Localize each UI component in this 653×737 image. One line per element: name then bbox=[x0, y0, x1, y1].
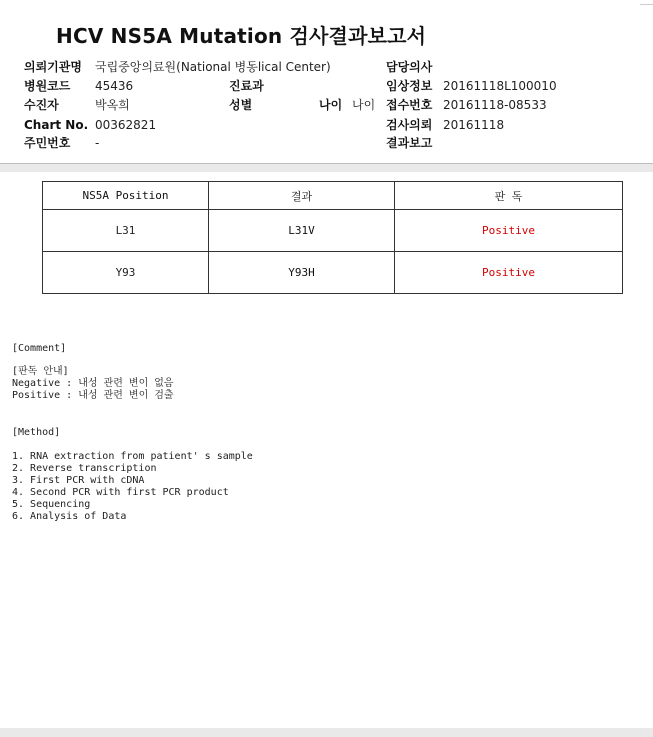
report-header bbox=[0, 0, 653, 164]
table-row bbox=[43, 252, 623, 294]
guide-heading: [판독 안내] bbox=[12, 366, 69, 377]
report-title: HCV NS5A Mutation 검사결과보고서 bbox=[56, 24, 427, 48]
method-step: 1. RNA extraction from patient' s sample bbox=[12, 451, 253, 462]
position-cell: L31 bbox=[43, 210, 209, 252]
resident-no-value: - bbox=[95, 136, 100, 150]
report-date-label: 결과보고 bbox=[386, 136, 433, 150]
request-date-label: 검사의뢰 bbox=[386, 118, 433, 132]
guide-line-positive: Positive : 내성 관련 변이 검출 bbox=[12, 390, 174, 401]
clinical-info-value: 20161118L100010 bbox=[443, 79, 557, 93]
bottom-band bbox=[0, 728, 653, 737]
scroll-indicator bbox=[640, 4, 653, 5]
table-row bbox=[43, 210, 623, 252]
result-cell: Y93H bbox=[209, 252, 395, 294]
position-cell: Y93 bbox=[43, 252, 209, 294]
clinical-info-label: 임상정보 bbox=[386, 79, 433, 93]
hospital-code-value: 45436 bbox=[95, 79, 134, 93]
hospital-code-label: 병원코드 bbox=[24, 79, 71, 93]
method-step: 4. Second PCR with first PCR product bbox=[12, 487, 229, 498]
method-step: 5. Sequencing bbox=[12, 499, 91, 510]
judgement-cell: Positive bbox=[395, 252, 623, 294]
patient-value: 박옥희 bbox=[95, 98, 130, 112]
institution-label: 의뢰기관명 bbox=[24, 60, 82, 74]
receipt-no-value: 20161118-08533 bbox=[443, 98, 547, 112]
comment-heading: [Comment] bbox=[12, 343, 67, 354]
method-heading: [Method] bbox=[12, 427, 61, 438]
age-value: 나이 bbox=[352, 98, 376, 112]
result-column-header: 결과 bbox=[209, 182, 395, 210]
age-label: 나이 bbox=[319, 98, 343, 112]
resident-no-label: 주민번호 bbox=[24, 136, 71, 150]
sex-label: 성별 bbox=[229, 98, 253, 112]
doctor-label: 담당의사 bbox=[386, 60, 433, 74]
method-step: 2. Reverse transcription bbox=[12, 463, 157, 474]
judgement-cell: Positive bbox=[395, 210, 623, 252]
department-label: 진료과 bbox=[229, 79, 264, 93]
result-cell: L31V bbox=[209, 210, 395, 252]
table-header-row bbox=[43, 182, 623, 210]
chart-no-value: 00362821 bbox=[95, 118, 157, 132]
method-step: 6. Analysis of Data bbox=[12, 511, 127, 522]
receipt-no-label: 접수번호 bbox=[386, 98, 433, 112]
institution-value: 국립중앙의료원(National 병동lical Center) bbox=[95, 60, 331, 74]
judgement-column-header: 판 독 bbox=[395, 182, 623, 210]
chart-no-label: Chart No. bbox=[24, 118, 89, 132]
guide-line-negative: Negative : 내성 관련 변이 없음 bbox=[12, 378, 174, 389]
method-step: 3. First PCR with cDNA bbox=[12, 475, 145, 486]
separator-band bbox=[0, 164, 653, 172]
request-date-value: 20161118 bbox=[443, 118, 505, 132]
results-table bbox=[42, 181, 623, 294]
position-column-header: NS5A Position bbox=[43, 182, 209, 210]
patient-label: 수진자 bbox=[24, 98, 59, 112]
